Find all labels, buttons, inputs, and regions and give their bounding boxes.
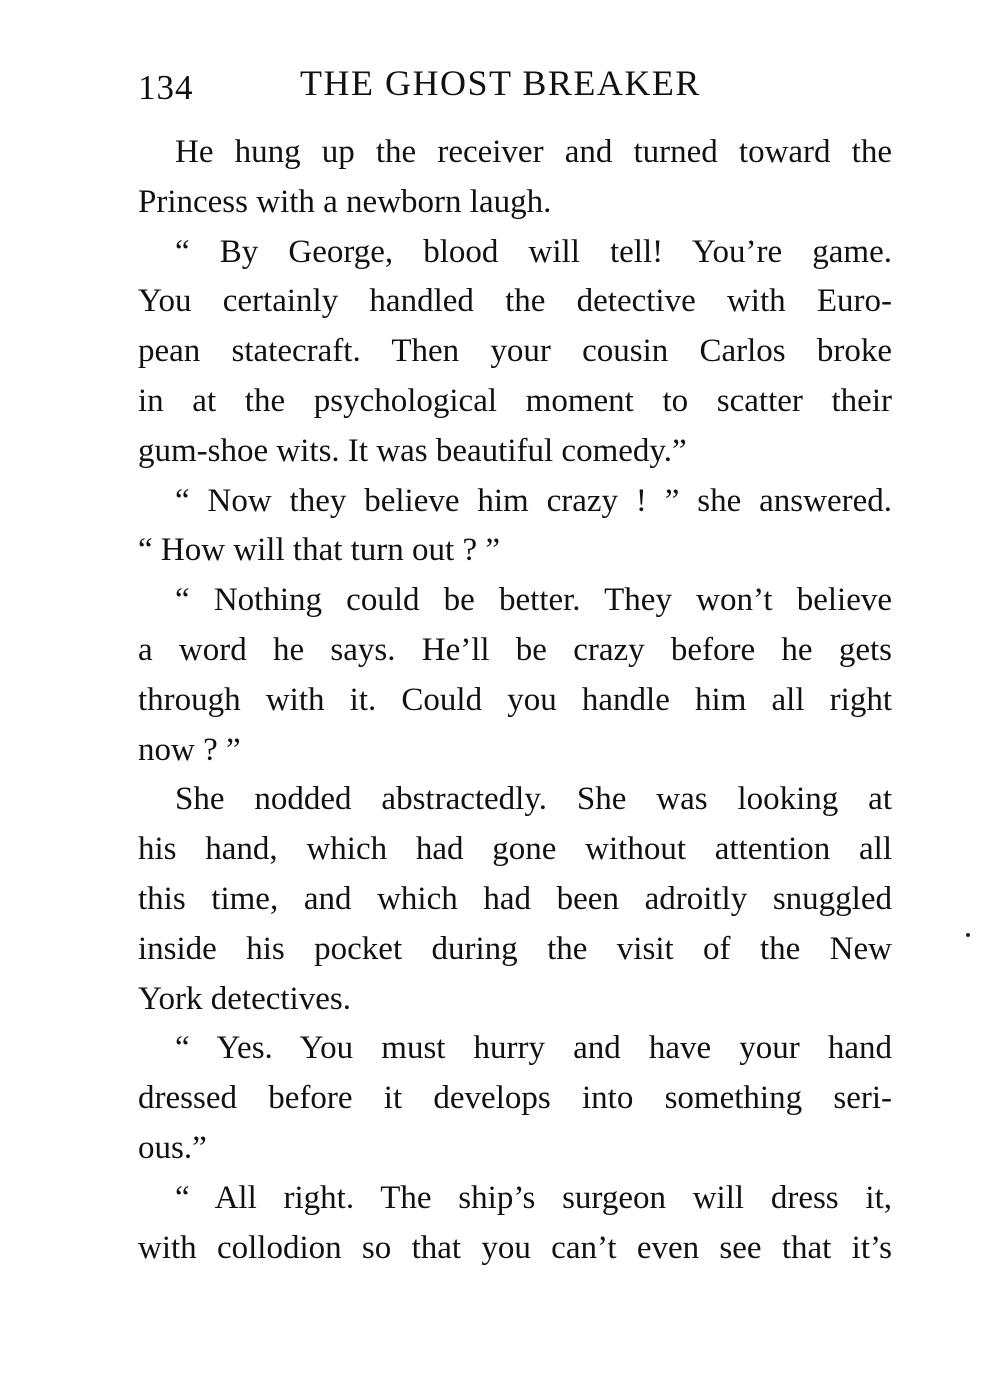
text-line: “ All right. The ship’s surgeon will dress it, [175, 1179, 892, 1216]
text-line: in at the psychological moment to scatter their [138, 382, 892, 419]
paragraph [138, 576, 892, 775]
paragraph [138, 128, 892, 228]
text-line: Princess with a newborn laugh. [138, 183, 552, 220]
text-line: his hand, which had gone without attention all [138, 831, 892, 868]
text-line: York detectives. [138, 980, 351, 1017]
page-header [138, 62, 898, 112]
text-line: with collodion so that you can’t even see that it’s [138, 1229, 892, 1266]
text-line: He hung up the receiver and turned toward the [175, 134, 892, 170]
text-line: through with it. Could you handle him all right [138, 681, 892, 718]
text-line: “ Nothing could be better. They won’t believe [175, 582, 892, 619]
running-head: THE GHOST BREAKER [300, 63, 701, 103]
page-number: 134 [138, 68, 194, 107]
paragraph [138, 477, 892, 577]
paragraph [138, 775, 892, 1024]
text-line: You certainly handled the detective with Euro- [138, 283, 892, 320]
text-line: She nodded abstractedly. She was looking at [175, 781, 892, 818]
paragraph [138, 1174, 892, 1274]
text-line: gum-shoe wits. It was beautiful comedy.” [138, 432, 687, 469]
body-text [138, 128, 892, 1273]
text-line: “ How will that turn out ? ” [138, 532, 501, 569]
paragraph [138, 1024, 892, 1173]
text-line: pean statecraft. Then your cousin Carlos broke [138, 333, 892, 370]
text-line: “ Now they believe him crazy ! ” she answered. [175, 482, 892, 519]
text-line: inside his pocket during the visit of the New [138, 930, 892, 967]
paragraph [138, 228, 892, 477]
text-line: a word he says. He’ll be crazy before he gets [138, 631, 892, 668]
text-line: now ? ” [138, 731, 241, 768]
text-line: this time, and which had been adroitly snuggled [138, 880, 892, 917]
ink-speck [966, 933, 970, 937]
text-line: “ Yes. You must hurry and have your hand [175, 1030, 892, 1067]
text-line: “ By George, blood will tell! You’re game. [175, 233, 892, 270]
text-line: dressed before it develops into something seri- [138, 1080, 892, 1117]
text-line: ous.” [138, 1129, 207, 1166]
